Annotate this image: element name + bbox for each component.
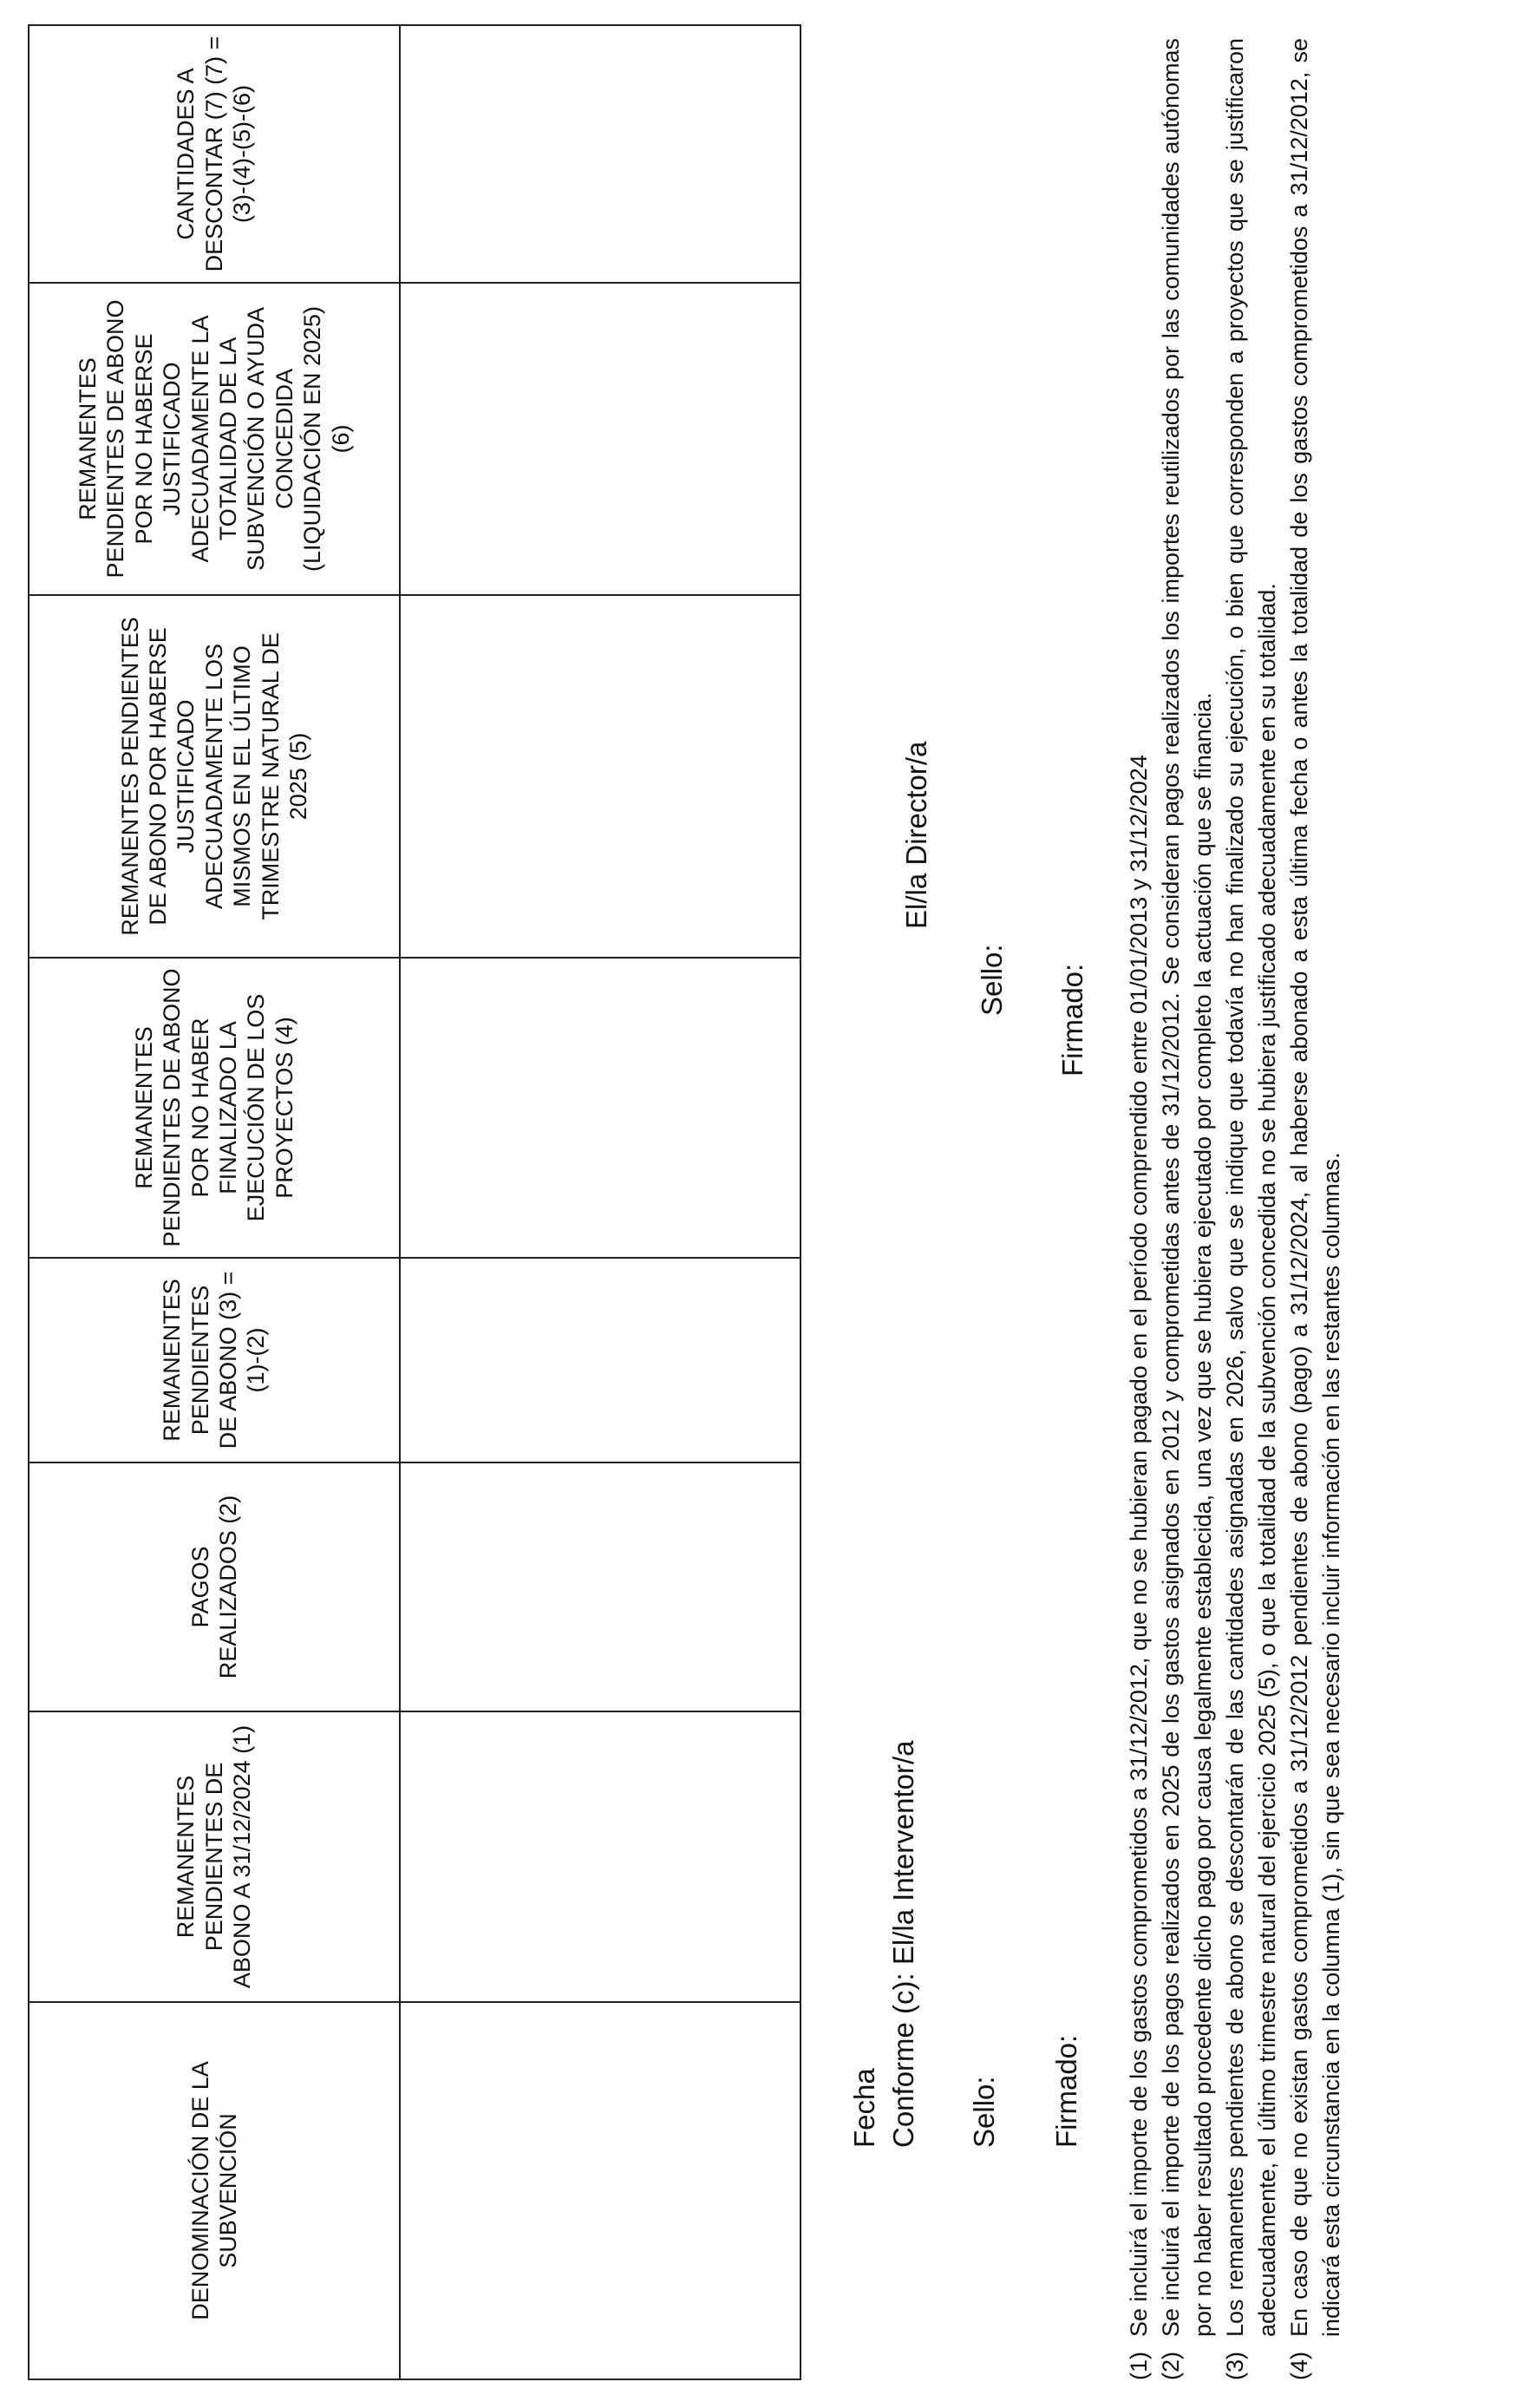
header-cell: DENOMINACIÓN DE LA SUBVENCIÓN — [29, 2002, 400, 2379]
header-cell: REMANENTES PENDIENTES DE ABONO (3) =(1)-(2) — [29, 1258, 400, 1462]
footnote-number: (4) — [1286, 2352, 1312, 2380]
director-title: El/la Director/a — [900, 741, 932, 929]
table-cell[interactable] — [400, 1462, 800, 1711]
footnote-number: (3) — [1222, 2352, 1248, 2380]
footnote — [1219, 38, 1284, 2380]
interventor-sello: Sello: — [968, 2076, 1000, 2148]
header-cell: PAGOS REALIZADOS (2) — [29, 1462, 400, 1711]
director-firmado: Firmado: — [1056, 963, 1088, 1076]
header-cell: REMANENTES PENDIENTES DE ABONO A 31/12/2024 (1) — [29, 1711, 400, 2002]
table-row — [400, 25, 800, 2379]
table-cell[interactable] — [400, 595, 800, 958]
header-cell: REMANENTES PENDIENTES DE ABONO POR HABERSE JUSTIFICADO ADECUADAMENTE LOS MISMOS EN EL ÚLTIMO TRIMESTRE NATURAL DE 2025 (5) — [29, 595, 400, 958]
footnote-text: Se incluirá el importe de los pagos realizados en 2025 de los gastos asignados en 2012 y comprometidas antes de 31/12/2012. Se consideran pagos realizados los importes reutilizados por las comunidades autónomas por no haber resultado procedente dicho pago por causa legalmente establecida, una vez que se hubiera ejecutado por completo la actuación que se financia. — [1158, 38, 1216, 2337]
interventor-firmado: Firmado: — [1050, 2034, 1082, 2148]
footnote-text: Se incluirá el importe de los gastos comprometidos a 31/12/2012, que no se hubieran pagado en el período comprendido entre 01/01/2013 y 31/12/2024 — [1126, 755, 1152, 2337]
header-cell: REMANENTES PENDIENTES DE ABONO POR NO HABERSE JUSTIFICADO ADECUADAMENTE LA TOTALIDAD DE LA SUBVENCIÓN O AYUDA CONCEDIDA (LIQUIDACIÓN EN 2025) (6) — [29, 283, 400, 595]
table-cell[interactable] — [400, 283, 800, 595]
table-cell[interactable] — [400, 25, 800, 283]
header-cell: CANTIDADES A DESCONTAR (7) (7) = (3)-(4)-(5)-(6) — [29, 25, 400, 283]
header-cell: REMANENTES PENDIENTES DE ABONO POR NO HABER FINALIZADO LA EJECUCIÓN DE LOS PROYECTOS (4) — [29, 958, 400, 1258]
table-cell[interactable] — [400, 1711, 800, 2002]
footnote — [1123, 38, 1155, 2380]
footnote-text: Los remanentes pendientes de abono se descontarán de las cantidades asignadas en 2026, salvo que se indique que todavía no han finalizado su ejecución, o bien que corresponden a proyectos que se justificaron adecuadamente, el último trimestre natural del ejercicio 2025 (5), o que la totalidad de la subvención concedida no se hubiera justificado adecuadamente en su totalidad. — [1222, 38, 1280, 2337]
table-cell[interactable] — [400, 2002, 800, 2379]
footnote — [1155, 38, 1219, 2380]
table-header-row — [29, 25, 400, 2379]
footnote-number: (1) — [1126, 2352, 1152, 2380]
table-cell[interactable] — [400, 1258, 800, 1462]
table-cell[interactable] — [400, 958, 800, 1258]
footnote-text: En caso de que no existan gastos comprometidos a 31/12/2012 pendientes de abono (pago) a 31/12/2024, al haberse abonado a esta última fecha o antes la totalidad de los gastos comprometidos a 31/12/2012, se indicará esta circunstancia en la columna (1), sin que sea necesario incluir información en las restantes columnas. — [1286, 38, 1344, 2337]
director-sello: Sello: — [976, 944, 1008, 1016]
interventor-title: Conforme (c): El/la Interventor/a — [887, 1740, 919, 2148]
footnotes — [1123, 38, 1348, 2380]
footnote — [1284, 38, 1348, 2380]
remanentes-table — [28, 24, 801, 2380]
footnote-number: (2) — [1158, 2352, 1184, 2380]
fecha-label: Fecha — [848, 2068, 880, 2148]
